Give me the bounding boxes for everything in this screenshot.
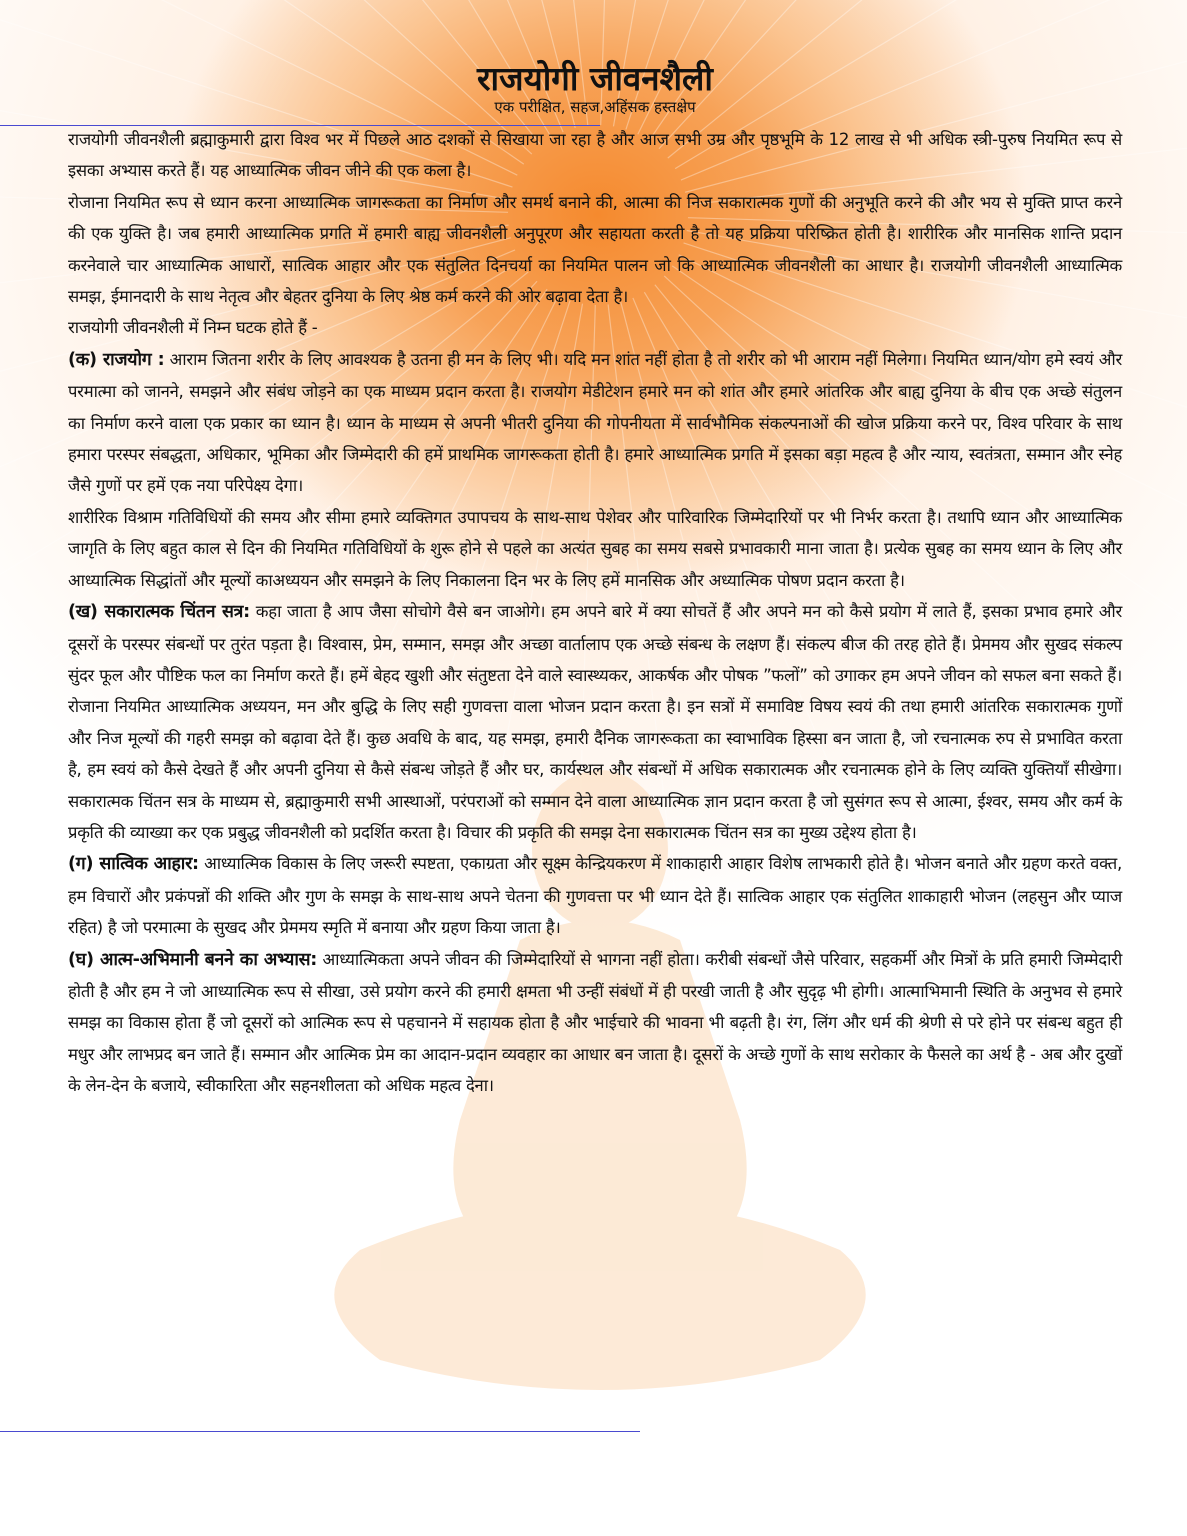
section-text: आध्यात्मिकता अपने जीवन की जिम्मेदारियों से भागना नहीं होता। करीबी संबन्धों जैसे परिवार, सहकर्मी और मित्रों के प्रति हमारी जिम्मेदारी होती है और हम ने जो आध्यात्मिक रूप से सीखा, उसे प्रयोग करने की हमारी क्षमता भी उन्हीं संबंधों में ही परखी जाती है और सुदृढ़ भी होगी। आत्माभिमानी स्थिति के अनुभव से हमारे समझ का विकास होता हैं जो दूसरों को आत्मिक रूप से पहचानने में सहायक होता है और भाईचारे की भावना भी बढ़ती है। रंग, लिंग और धर्म की श्रेणी से परे होने पर संबन्ध बहुत ही मधुर और लाभप्रद बन जाते हैं। सम्मान और आत्मिक प्रेम का आदान-प्रदान व्यवहार का आधार बन जाता है। दूसरों के अच्छे गुणों के साथ सरोकार के फैसले का अर्थ है - अब और दुखों के लेन-देन के बजाये, स्वीकारिता और सहनशीलता को अधिक महत्व देना। [68, 949, 1122, 1096]
section-heading: (घ) आत्म-अभिमानी बनने का अभ्यास: [68, 949, 318, 970]
section-text: कहा जाता है आप जैसा सोचोगे वैसे बन जाओगे। हम अपने बारे में क्या सोचतें हैं और अपने मन को कैसे प्रयोग में लाते हैं, इसका प्रभाव हमारे और दूसरों के परस्पर संबन्धों पर तुरंत पड़ता है। विश्वास, प्रेम, सम्मान, समझ और अच्छा वार्तालाप एक अच्छे संबन्ध के लक्षण हैं। संकल्प बीज की तरह होते हैं। प्रेममय और सुखद संकल्प सुंदर फूल और पौष्टिक फल का निर्माण करते हैं। हमें बेहद खुशी और संतुष्टता देने वाले स्वास्थ्यकर, आकर्षक और पोषक ”फलों” को उगाकर हम अपने जीवन को सफल बना सकते हैं। रोजाना नियमित आध्यात्मिक अध्ययन, मन और बुद्धि के लिए सही गुणवत्ता वाला भोजन प्रदान करता है। इन सत्रों में समाविष्ट विषय स्वयं की तथा हमारी आंतरिक सकारात्मक गुणों और निज मूल्यों की गहरी समझ को बढ़ावा देते हैं। कुछ अवधि के बाद, यह समझ, हमारी दैनिक जागरूकता का स्वाभाविक हिस्सा बन जाता है, जो रचनात्मक रुप से प्रभावित करता है, हम स्वयं को कैसे देखते हैं और अपनी दुनिया से कैसे संबन्ध जोड़ते हैं और घर, कार्यस्थल और संबन्धों में अधिक सकारात्मक और रचनात्मक होने के लिए व्यक्ति युक्तियाँ सीखेगा। सकारात्मक चिंतन सत्र के माध्यम से, ब्रह्माकुमारी सभी आस्थाओं, परंपराओं को सम्मान देने वाला आध्यात्मिक ज्ञान प्रदान करता है जो सुसंगत रूप से आत्मा, ईश्वर, समय और कर्म के प्रकृति की व्याख्या कर एक प्रबुद्ध जीवनशैली को प्रदर्शित करता है। विचार की प्रकृति की समझ देना सकारात्मक चिंतन सत्र का मुख्य उद्देश्य होता है। [68, 602, 1122, 842]
intro-paragraph: राजयोगी जीवनशैली में निम्न घटक होते हैं - [68, 318, 318, 338]
section-soul-consciousness [68, 944, 1122, 1102]
bottom-rule-line [0, 1431, 640, 1432]
document-body [68, 56, 1122, 1102]
section-heading: (क) राजयोग : [68, 349, 165, 370]
intro-paragraph: रोजाना नियमित रूप से ध्यान करना आध्यात्मिक जागरूकता का निर्माण और समर्थ बनाने की, आत्मा की निज सकारात्मक गुणों की अनुभूति करने की और भय से मुक्ति प्राप्त करने की एक युक्ति है। जब हमारी आध्यात्मिक प्रगति में हमारी बाह्य जीवनशैली अनुपूरण और सहायता करती है तो यह प्रक्रिया परिष्क्रित होती है। शारीरिक और मानसिक शान्ति प्रदान करनेवाले चार आध्यात्मिक आधारों, सात्विक आहार और एक संतुलित दिनचर्या का नियमित पालन जो कि आध्यात्मिक जीवनशैली का आधार है। राजयोगी जीवनशैली आध्यात्मिक समझ, ईमानदारी के साथ नेतृत्व और बेहतर दुनिया के लिए श्रेष्ठ कर्म करने की ओर बढ़ावा देता है। [68, 192, 1122, 307]
intro-paragraph: राजयोगी जीवनशैली ब्रह्माकुमारी द्वारा विश्व भर में पिछले आठ दशकों से सिखाया जा रहा है और आज सभी उम्र और पृष्ठभूमि के 12 लाख से भी अधिक स्त्री-पुरुष नियमित रूप से इसका अभ्यास करते हैं। यह आध्यात्मिक जीवन जीने की एक कला है। [68, 130, 1122, 181]
section-rest-routine [68, 502, 1122, 596]
section-heading: (ख) सकारात्मक चिंतन सत्र: [68, 602, 250, 623]
page-subtitle: एक परीक्षित, सहज,अहिंसक हस्तक्षेप [494, 98, 696, 116]
section-heading: (ग) सात्विक आहार: [68, 854, 199, 875]
section-rajyoga [68, 344, 1122, 502]
section-text: शारीरिक विश्राम गतिविधियों की समय और सीमा हमारे व्यक्तिगत उपापचय के साथ-साथ पेशेवर और पारिवारिक जिम्मेदारियों पर भी निर्भर करता है। तथापि ध्यान और आध्यात्मिक जागृति के लिए बहुत काल से दिन की नियमित गतिविधियों के शुरू होने से पहले का अत्यंत सुबह का समय सबसे प्रभावकारी माना जाता है। प्रत्येक सुबह का समय ध्यान के लिए और आध्यात्मिक सिद्धांतों और मूल्यों काअध्ययन और समझने के लिए निकालना दिन भर के लिए हमें मानसिक और अध्यात्मिक पोषण प्रदान करता है। [68, 507, 1122, 590]
section-sattvic-diet [68, 848, 1122, 943]
section-text: आध्यात्मिक विकास के लिए जरूरी स्पष्टता, एकाग्रता और सूक्ष्म केन्द्रियकरण में शाकाहारी आहार विशेष लाभकारी होते है। भोजन बनाते और ग्रहण करते वक्त, हम विचारों और प्रकंपन्नों की शक्ति और गुण के समझ के साथ-साथ अपने चेतना की गुणवत्ता पर भी ध्यान देते हैं। सात्विक आहार एक संतुलित शाकाहारी भोजन (लहसुन और प्याज रहित) है जो परमात्मा के सुखद और प्रेममय स्मृति में बनाया और ग्रहण किया जाता है। [68, 854, 1122, 938]
section-positive-thinking [68, 596, 1122, 848]
page-title: राजयोगी जीवनशैली [477, 59, 713, 98]
section-text: आराम जितना शरीर के लिए आवश्यक है उतना ही मन के लिए भी। यदि मन शांत नहीं होता है तो शरीर को भी आराम नहीं मिलेगा। नियमित ध्यान/योग हमे स्वयं और परमात्मा को जानने, समझने और संबंध जोड़ने का एक माध्यम प्रदान करता है। राजयोग मेडीटेशन हमारे मन को शांत और हमारे आंतरिक और बाह्य दुनिया के बीच एक अच्छे संतुलन का निर्माण करने वाला एक प्रकार का ध्यान है। ध्यान के माध्यम से अपनी भीतरी दुनिया की गोपनीयता में सार्वभौमिक संकल्पनाओं की खोज प्रक्रिया करने पर, विश्व परिवार के साथ हमारा परस्पर संबद्धता, अधिकार, भूमिका और जिम्मेदारी की हमें प्राथमिक जागरूकता होती है। हमारे आध्यात्मिक प्रगति में इसका बड़ा महत्व है और न्याय, स्वतंत्रता, सम्मान और स्नेह जैसे गुणों पर हमें एक नया परिपेक्ष्य देगा। [68, 349, 1122, 496]
